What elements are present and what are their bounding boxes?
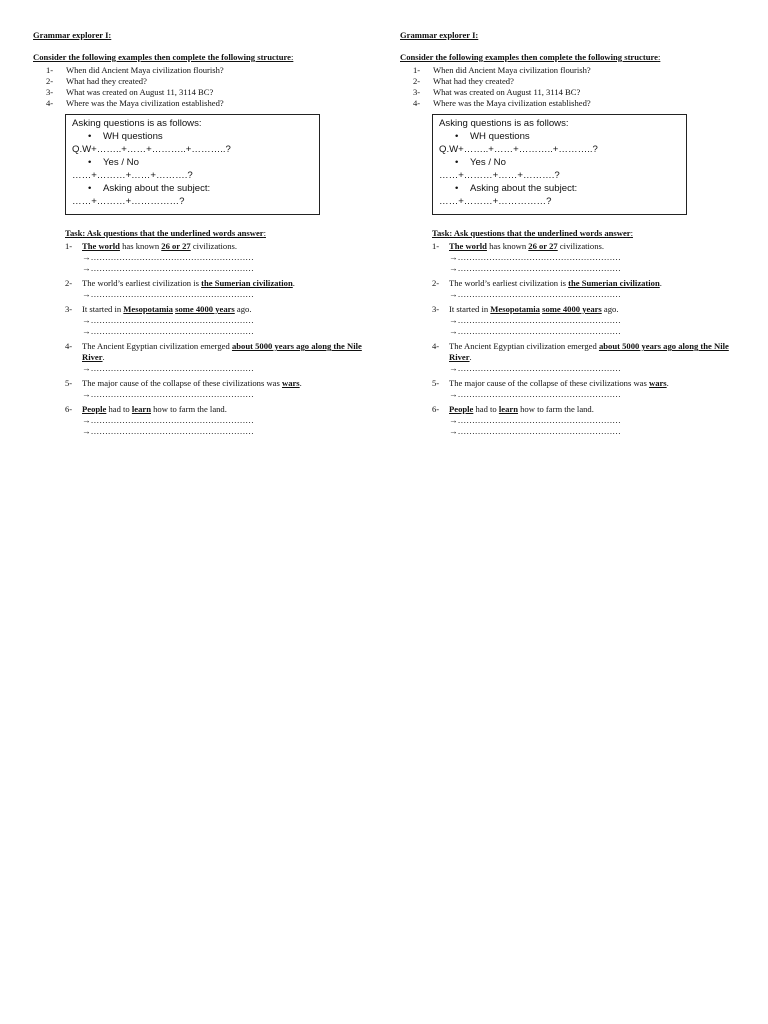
bullet-subject [72, 182, 313, 195]
task-heading [65, 228, 378, 239]
task-item [65, 341, 378, 374]
list-item [46, 65, 378, 76]
underlined-phrase: People [82, 404, 107, 414]
answer-line[interactable]: →………………………………………………… [449, 326, 621, 336]
task-heading [432, 228, 745, 239]
question-text: When did Ancient Maya civilization flourish? [66, 65, 224, 75]
answer-line[interactable]: →………………………………………………… [449, 263, 621, 273]
task-number: 6- [65, 404, 73, 414]
answer-line[interactable]: →………………………………………………… [82, 389, 254, 399]
underlined-phrase: some 4000 years [542, 304, 602, 314]
answer-line[interactable]: →………………………………………………… [449, 363, 621, 373]
sentence-fragment: . [299, 378, 302, 388]
answer-line[interactable]: →………………………………………………… [82, 263, 254, 273]
task-text [82, 378, 302, 389]
task-number: 1- [65, 241, 73, 251]
answer-line[interactable]: →………………………………………………… [449, 252, 621, 262]
instruction-colon: : [290, 52, 294, 62]
underlined-phrase: The world [449, 241, 487, 251]
underlined-phrase: learn [131, 404, 151, 414]
task-list [65, 241, 378, 437]
answer-line[interactable]: →………………………………………………… [449, 315, 621, 325]
box-heading: Asking questions is as follows: [72, 118, 202, 129]
sentence-fragment: civilizations. [557, 241, 605, 251]
task-number: 4- [432, 341, 440, 351]
task-sentence [65, 378, 378, 389]
task-number: 5- [432, 378, 440, 388]
bullet-label: Asking about the subject: [103, 183, 211, 194]
sentence-fragment: had to [106, 404, 132, 414]
task-item [65, 404, 378, 437]
sentence-fragment: . [469, 352, 472, 362]
task-text [82, 278, 295, 289]
answer-line[interactable]: →………………………………………………… [449, 415, 621, 425]
question-number: 2- [46, 76, 54, 86]
sentence-fragment: civilizations. [190, 241, 238, 251]
question-text: Where was the Maya civilization established? [433, 98, 591, 108]
task-number: 5- [65, 378, 73, 388]
sentence-fragment: how to farm the land. [517, 404, 594, 414]
bullet-icon: • [88, 157, 92, 168]
bullet-subject [439, 182, 680, 195]
task-number: 2- [432, 278, 440, 288]
task-item [65, 241, 378, 274]
list-item [46, 87, 378, 98]
question-text: What had they created? [433, 76, 514, 86]
sentence-fragment: The world’s earliest civilization is [82, 278, 202, 288]
sentence-fragment: The major cause of the collapse of these civilizations was [449, 378, 649, 388]
list-item [413, 65, 745, 76]
question-number: 3- [46, 87, 54, 97]
list-item [46, 76, 378, 87]
bullet-icon: • [88, 183, 92, 194]
underlined-phrase: the Sumerian civilization [201, 278, 293, 288]
answer-line[interactable]: →………………………………………………… [449, 389, 621, 399]
task-item [65, 278, 378, 300]
instruction-text: Consider the following examples then complete the following structure [33, 52, 291, 62]
bullet-label: WH questions [103, 131, 163, 142]
yesno-formula: ……+………+……+……….? [439, 170, 560, 181]
subject-formula: ……+………+……………? [439, 196, 552, 207]
sentence-fragment: It started in [82, 304, 124, 314]
bullet-label: Yes / No [103, 157, 139, 168]
underlined-phrase: The world [82, 241, 120, 251]
underlined-phrase: 26 or 27 [528, 241, 558, 251]
yesno-formula: ……+………+……+……….? [72, 170, 193, 181]
subject-formula: ……+………+……………? [72, 196, 185, 207]
question-text: What was created on August 11, 3114 BC? [66, 87, 214, 97]
bullet-icon: • [455, 183, 459, 194]
task-text [449, 341, 745, 363]
question-text: What had they created? [66, 76, 147, 86]
task-sentence [432, 378, 745, 389]
bullet-yesno [439, 156, 680, 169]
task-number: 3- [65, 304, 73, 314]
worksheet-copy-left [33, 30, 378, 441]
example-questions [46, 65, 378, 109]
task-list [432, 241, 745, 437]
task-number: 3- [432, 304, 440, 314]
sentence-fragment: how to farm the land. [150, 404, 227, 414]
task-item [432, 404, 745, 437]
bullet-yesno [72, 156, 313, 169]
structure-box [432, 114, 687, 215]
worksheet-title: Grammar explorer I: [33, 30, 112, 40]
task-item [432, 241, 745, 274]
bullet-wh [439, 130, 680, 143]
task-item [432, 304, 745, 337]
underlined-phrase: learn [498, 404, 518, 414]
task-sentence [432, 278, 745, 289]
sentence-fragment: has known [119, 241, 162, 251]
task-sentence [65, 278, 378, 289]
task-text [449, 278, 662, 289]
question-number: 4- [46, 98, 54, 108]
underlined-phrase: People [449, 404, 474, 414]
answer-line[interactable]: →………………………………………………… [82, 326, 254, 336]
task-item [432, 278, 745, 300]
task-text [82, 341, 378, 363]
sentence-fragment: had to [473, 404, 499, 414]
question-text: Where was the Maya civilization established? [66, 98, 224, 108]
list-item [413, 87, 745, 98]
answer-line[interactable]: →………………………………………………… [82, 415, 254, 425]
list-item [46, 98, 378, 109]
sentence-fragment: The world’s earliest civilization is [449, 278, 569, 288]
answer-line[interactable]: →………………………………………………… [449, 289, 621, 299]
answer-line[interactable]: →………………………………………………… [82, 289, 254, 299]
sentence-fragment: ago. [234, 304, 252, 314]
task-text [82, 241, 237, 252]
question-number: 1- [46, 65, 54, 75]
question-text: When did Ancient Maya civilization flourish? [433, 65, 591, 75]
answer-line[interactable]: →………………………………………………… [82, 363, 254, 373]
wh-formula: Q.W+……..+……+………..+………..? [439, 144, 598, 155]
task-colon: : [630, 228, 633, 238]
task-text: Task: Ask questions that the underlined words answer [432, 228, 631, 238]
sentence-fragment: . [292, 278, 295, 288]
question-text: What was created on August 11, 3114 BC? [433, 87, 581, 97]
task-sentence [65, 404, 378, 415]
task-sentence [432, 304, 745, 315]
task-item [65, 304, 378, 337]
underlined-phrase: Mesopotamia [490, 304, 540, 314]
instruction [33, 52, 378, 63]
underlined-phrase: 26 or 27 [161, 241, 191, 251]
answer-line[interactable]: →………………………………………………… [82, 426, 254, 436]
task-item [432, 341, 745, 374]
task-sentence [432, 241, 745, 252]
task-text [449, 304, 619, 315]
underlined-phrase: about 5000 years ago along the Nile River [82, 341, 362, 362]
task-text [82, 404, 227, 415]
instruction [400, 52, 745, 63]
instruction-colon: : [657, 52, 661, 62]
task-text [82, 304, 252, 315]
underlined-phrase: about 5000 years ago along the Nile River [449, 341, 729, 362]
answer-line[interactable]: →………………………………………………… [82, 315, 254, 325]
bullet-icon: • [455, 131, 459, 142]
question-number: 2- [413, 76, 421, 86]
sentence-fragment: The Ancient Egyptian civilization emerged [82, 341, 232, 351]
sentence-fragment: The Ancient Egyptian civilization emerged [449, 341, 599, 351]
underlined-phrase: wars [648, 378, 667, 388]
sentence-fragment: . [666, 378, 669, 388]
structure-box [65, 114, 320, 215]
task-item [432, 378, 745, 400]
task-sentence [65, 241, 378, 252]
task-sentence [65, 341, 378, 363]
bullet-label: WH questions [470, 131, 530, 142]
bullet-label: Yes / No [470, 157, 506, 168]
sentence-fragment: . [659, 278, 662, 288]
sentence-fragment: has known [486, 241, 529, 251]
instruction-text: Consider the following examples then complete the following structure [400, 52, 658, 62]
underlined-phrase: Mesopotamia [123, 304, 173, 314]
question-number: 1- [413, 65, 421, 75]
example-questions [413, 65, 745, 109]
question-number: 4- [413, 98, 421, 108]
task-text [449, 378, 669, 389]
task-text [449, 241, 604, 252]
task-text: Task: Ask questions that the underlined words answer [65, 228, 264, 238]
task-sentence [432, 341, 745, 363]
task-text [449, 404, 594, 415]
underlined-phrase: wars [281, 378, 300, 388]
sentence-fragment: The major cause of the collapse of these civilizations was [82, 378, 282, 388]
sentence-fragment: ago. [601, 304, 619, 314]
sentence-fragment: It started in [449, 304, 491, 314]
list-item [413, 98, 745, 109]
list-item [413, 76, 745, 87]
answer-line[interactable]: →………………………………………………… [82, 252, 254, 262]
bullet-wh [72, 130, 313, 143]
answer-line[interactable]: →………………………………………………… [449, 426, 621, 436]
task-number: 4- [65, 341, 73, 351]
task-sentence [432, 404, 745, 415]
worksheet-copy-right [400, 30, 745, 441]
task-colon: : [263, 228, 266, 238]
worksheet-title: Grammar explorer I: [400, 30, 479, 40]
underlined-phrase: some 4000 years [175, 304, 235, 314]
question-number: 3- [413, 87, 421, 97]
task-number: 6- [432, 404, 440, 414]
box-heading: Asking questions is as follows: [439, 118, 569, 129]
sentence-fragment: . [102, 352, 105, 362]
underlined-phrase: the Sumerian civilization [568, 278, 660, 288]
task-number: 2- [65, 278, 73, 288]
task-number: 1- [432, 241, 440, 251]
bullet-icon: • [455, 157, 459, 168]
wh-formula: Q.W+……..+……+………..+………..? [72, 144, 231, 155]
task-sentence [65, 304, 378, 315]
bullet-icon: • [88, 131, 92, 142]
bullet-label: Asking about the subject: [470, 183, 578, 194]
task-item [65, 378, 378, 400]
